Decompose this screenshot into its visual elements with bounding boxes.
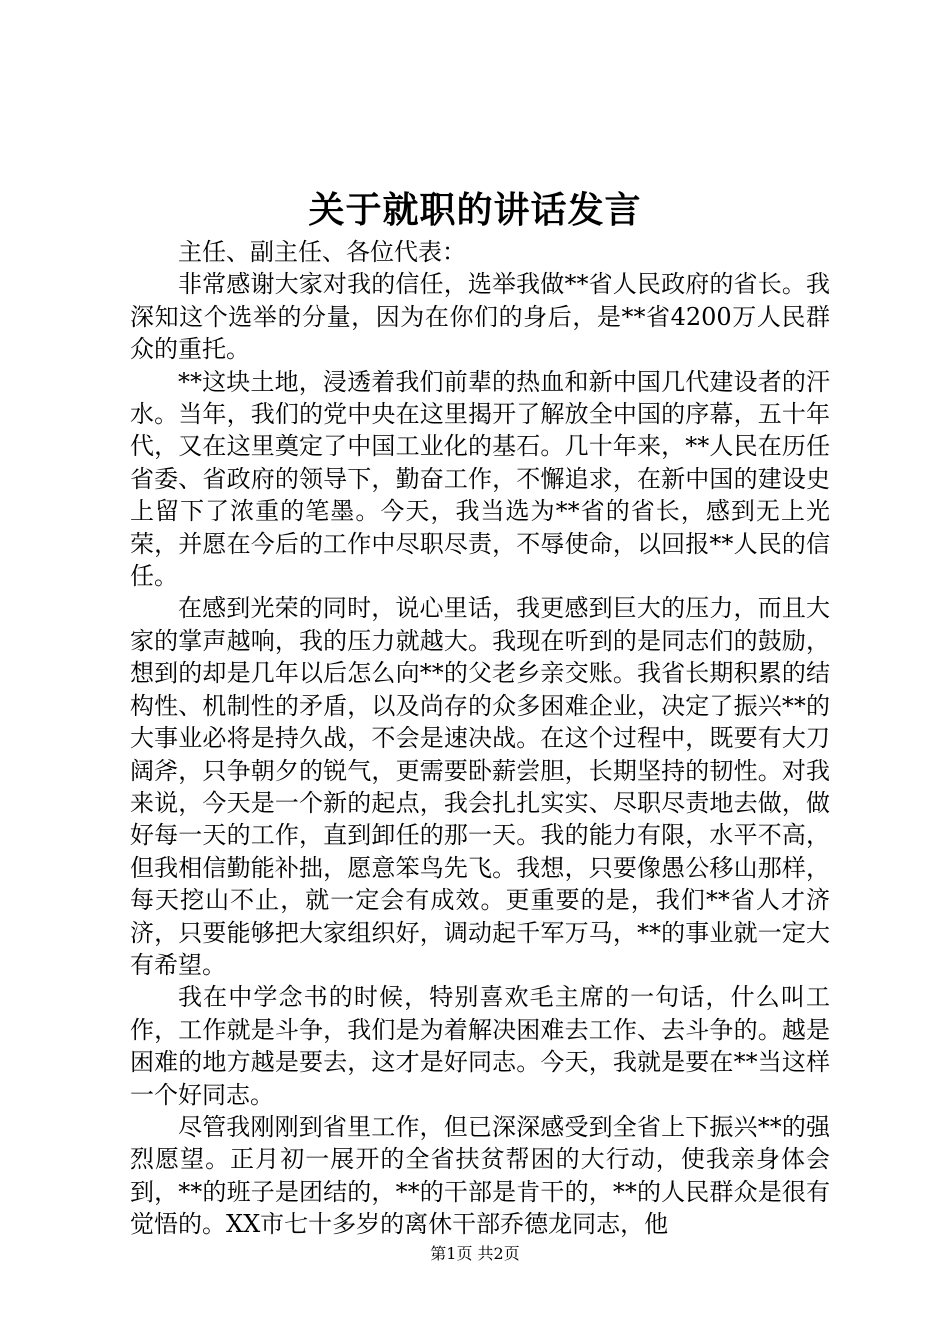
body-paragraph: **这块土地，浸透着我们前辈的热血和新中国几代建设者的汗水。当年，我们的党中央在这里揭开了解放全中国的序幕，五十年代，又在这里奠定了中国工业化的基石。几十年来，**人民在历任省委、省政府的领导下，勤奋工作，不懈追求，在新中国的建设史上留下了浓重的笔墨。今天，我当选为**省的省长，感到无上光荣，并愿在今后的工作中尽职尽责，不辱使命，以回报**人民的信任。 bbox=[130, 367, 830, 591]
body-paragraph: 我在中学念书的时候，特别喜欢毛主席的一句话，什么叫工作，工作就是斗争，我们是为着解决困难去工作、去斗争的。越是困难的地方越是要去，这才是好同志。今天，我就是要在**当这样一个好同志。 bbox=[130, 983, 830, 1109]
body-paragraph: 非常感谢大家对我的信任，选举我做**省人民政府的省长。我深知这个选举的分量，因为在你们的身后，是**省4200万人民群众的重托。 bbox=[130, 270, 830, 364]
body-paragraph: 尽管我刚刚到省里工作，但已深深感受到全省上下振兴**的强烈愿望。正月初一展开的全省扶贫帮困的大行动，使我亲身体会到，**的班子是团结的，**的干部是肯干的，**的人民群众是很有觉悟的。XX市七十多岁的离休干部乔德龙同志，他 bbox=[130, 1112, 830, 1239]
document-title: 关于就职的讲话发言 bbox=[308, 189, 642, 231]
salutation-paragraph: 主任、副主任、各位代表： bbox=[178, 238, 466, 266]
body-paragraph: 在感到光荣的同时，说心里话，我更感到巨大的压力，而且大家的掌声越响，我的压力就越大。我现在听到的是同志们的鼓励，想到的却是几年以后怎么向**的父老乡亲交账。我省长期积累的结构性、机制性的矛盾，以及尚存的众多困难企业，决定了振兴**的大事业必将是持久战，不会是速决战。在这个过程中，既要有大刀阔斧，只争朝夕的锐气，更需要卧薪尝胆，长期坚持的韧性。对我来说，今天是一个新的起点，我会扎扎实实、尽职尽责地去做，做好每一天的工作，直到卸任的那一天。我的能力有限，水平不高，但我相信勤能补拙，愿意笨鸟先飞。我想，只要像愚公移山那样，每天挖山不止，就一定会有成效。更重要的是，我们**省人才济济，只要能够把大家组织好，调动起千军万马，**的事业就一定大有希望。 bbox=[130, 594, 830, 979]
document-body bbox=[130, 236, 830, 1241]
page-footer: 第1页 共2页 bbox=[430, 1244, 520, 1263]
